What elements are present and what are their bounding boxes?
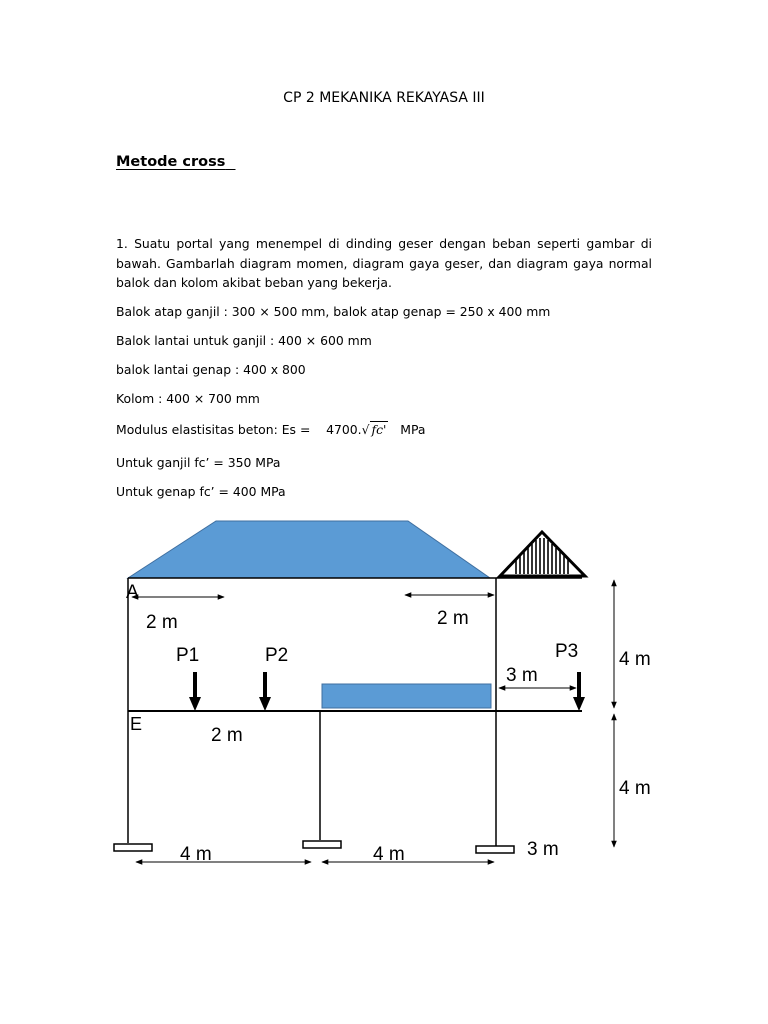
label-dim-floor: 2 m [211, 725, 243, 746]
label-load-p1: P1 [176, 645, 200, 666]
label-node-e: E [130, 714, 143, 734]
support-left [114, 844, 152, 851]
section-heading-text: Metode cross [116, 154, 226, 170]
modulus-unit: MPa [400, 422, 426, 437]
spec-floor-beam-odd: Balok lantai untuk ganjil : 400 × 600 mm [116, 333, 372, 348]
load-p1-arrow [189, 672, 201, 711]
label-span-right: 4 m [373, 844, 405, 865]
spec-floor-beam-even: balok lantai genap : 400 x 800 [116, 362, 306, 377]
fc-even-line: Untuk genap fc’ = 400 MPa [116, 484, 286, 499]
label-height-upper: 4 m [619, 649, 651, 670]
support-right [476, 846, 514, 853]
sqrt-term: fc' [371, 422, 387, 437]
spec-roof-beam: Balok atap ganjil : 300 × 500 mm, balok atap genap = 250 x 400 mm [116, 304, 551, 319]
roof-support-icon [500, 532, 585, 576]
roof-distributed-load [128, 521, 490, 578]
fc-odd-line: Untuk ganjil fc’ = 350 MPa [116, 455, 281, 470]
modulus-label: Modulus elastisitas beton: Es = [116, 422, 311, 437]
label-height-lower: 4 m [619, 778, 651, 799]
floor-distributed-load [322, 684, 491, 708]
support-middle [303, 841, 341, 848]
label-load-p3: P3 [555, 641, 579, 662]
spec-column: Kolom : 400 × 700 mm [116, 391, 260, 406]
document-title: CP 2 MEKANIKA REKAYASA III [283, 90, 485, 106]
label-dim-left-top: 2 m [146, 612, 178, 633]
label-load-p2: P2 [265, 645, 289, 666]
sqrt-symbol: √ fc' [361, 422, 387, 437]
label-dim-right-top: 2 m [437, 608, 469, 629]
label-dim-overhang: 3 m [506, 665, 538, 686]
problem-statement: 1. Suatu portal yang menempel di dinding geser dengan beban seperti gambar di bawah. Gambarlah diagram momen, diagram gaya geser, dan diagram gaya normal balok dan kolom akibat beban yang bekerja. [116, 236, 652, 290]
label-support-right: 3 m [527, 839, 559, 860]
modulus-coefficient: 4700. [326, 422, 362, 437]
load-p2-arrow [259, 672, 271, 711]
load-p3-arrow [573, 672, 585, 711]
label-span-left: 4 m [180, 844, 212, 865]
label-node-a: A [126, 582, 139, 603]
